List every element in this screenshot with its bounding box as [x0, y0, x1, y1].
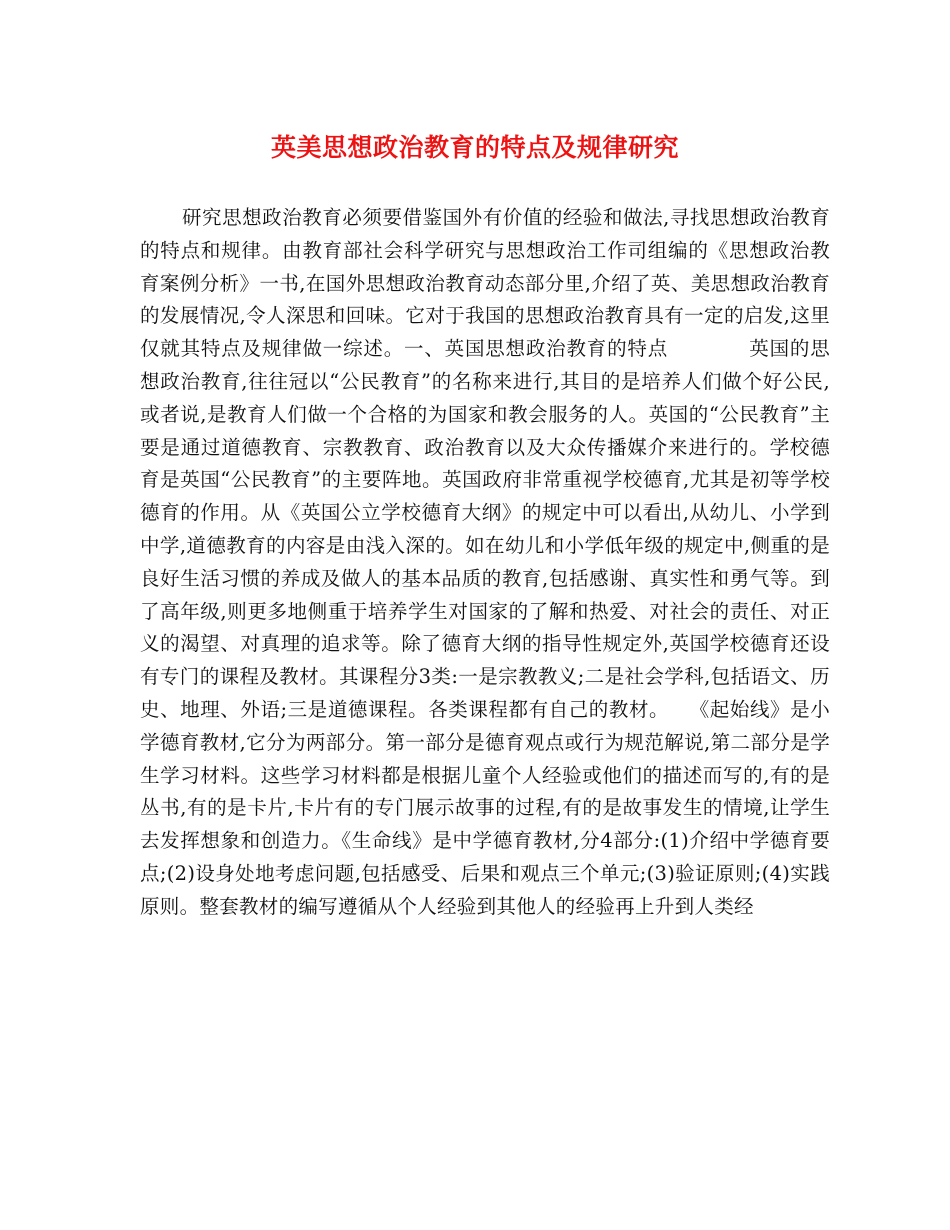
document-body-paragraph: 研究思想政治教育必须要借鉴国外有价值的经验和做法,寻找思想政治教育的特点和规律。由教育部社会科学研究与思想政治工作司组编的《思想政治教育案例分析》一书,在国外思想政治教育动态部分里,介绍了英、美思想政治教育的发展情况,令人深思和回味。它对于我国的思想政治教育具有一定的启发,这里仅就其特点及规律做一综述。一、英国思想政治教育的特点 英国的思想政治教育,往往冠以“公民教育”的名称来进行,其目的是培养人们做个好公民,或者说,是教育人们做一个合格的为国家和教会服务的人。英国的“公民教育”主要是通过道德教育、宗教教育、政治教育以及大众传播媒介来进行的。学校德育是英国“公民教育”的主要阵地。英国政府非常重视学校德育,尤其是初等学校德育的作用。从《英国公立学校德育大纲》的规定中可以看出,从幼儿、小学到中学,道德教育的内容是由浅入深的。如在幼儿和小学低年级的规定中,侧重的是良好生活习惯的养成及做人的基本品质的教育,包括感谢、真实性和勇气等。到了高年级,则更多地侧重于培养学生对国家的了解和热爱、对社会的责任、对正义的渴望、对真理的追求等。除了德育大纲的指导性规定外,英国学校德育还设有专门的课程及教材。其课程分3类:一是宗教教义;二是社会学科,包括语文、历史、地理、外语;三是道德课程。各类课程都有自己的教材。 《起始线》是小学德育教材,它分为两部分。第一部分是德育观点或行为规范解说,第二部分是学生学习材料。这些学习材料都是根据儿童个人经验或他们的描述而写的,有的是丛书,有的是卡片,卡片有的专门展示故事的过程,有的是故事发生的情境,让学生去发挥想象和创造力。《生命线》是中学德育教材,分4部分:(1)介绍中学德育要点;(2)设身处地考虑问题,包括感受、后果和观点三个单元;(3)验证原则;(4)实践原则。整套教材的编写遵循从个人经验到其他人的经验再上升到人类经 [140, 206, 830, 918]
document-title: 英美思想政治教育的特点及规律研究 [270, 133, 679, 162]
